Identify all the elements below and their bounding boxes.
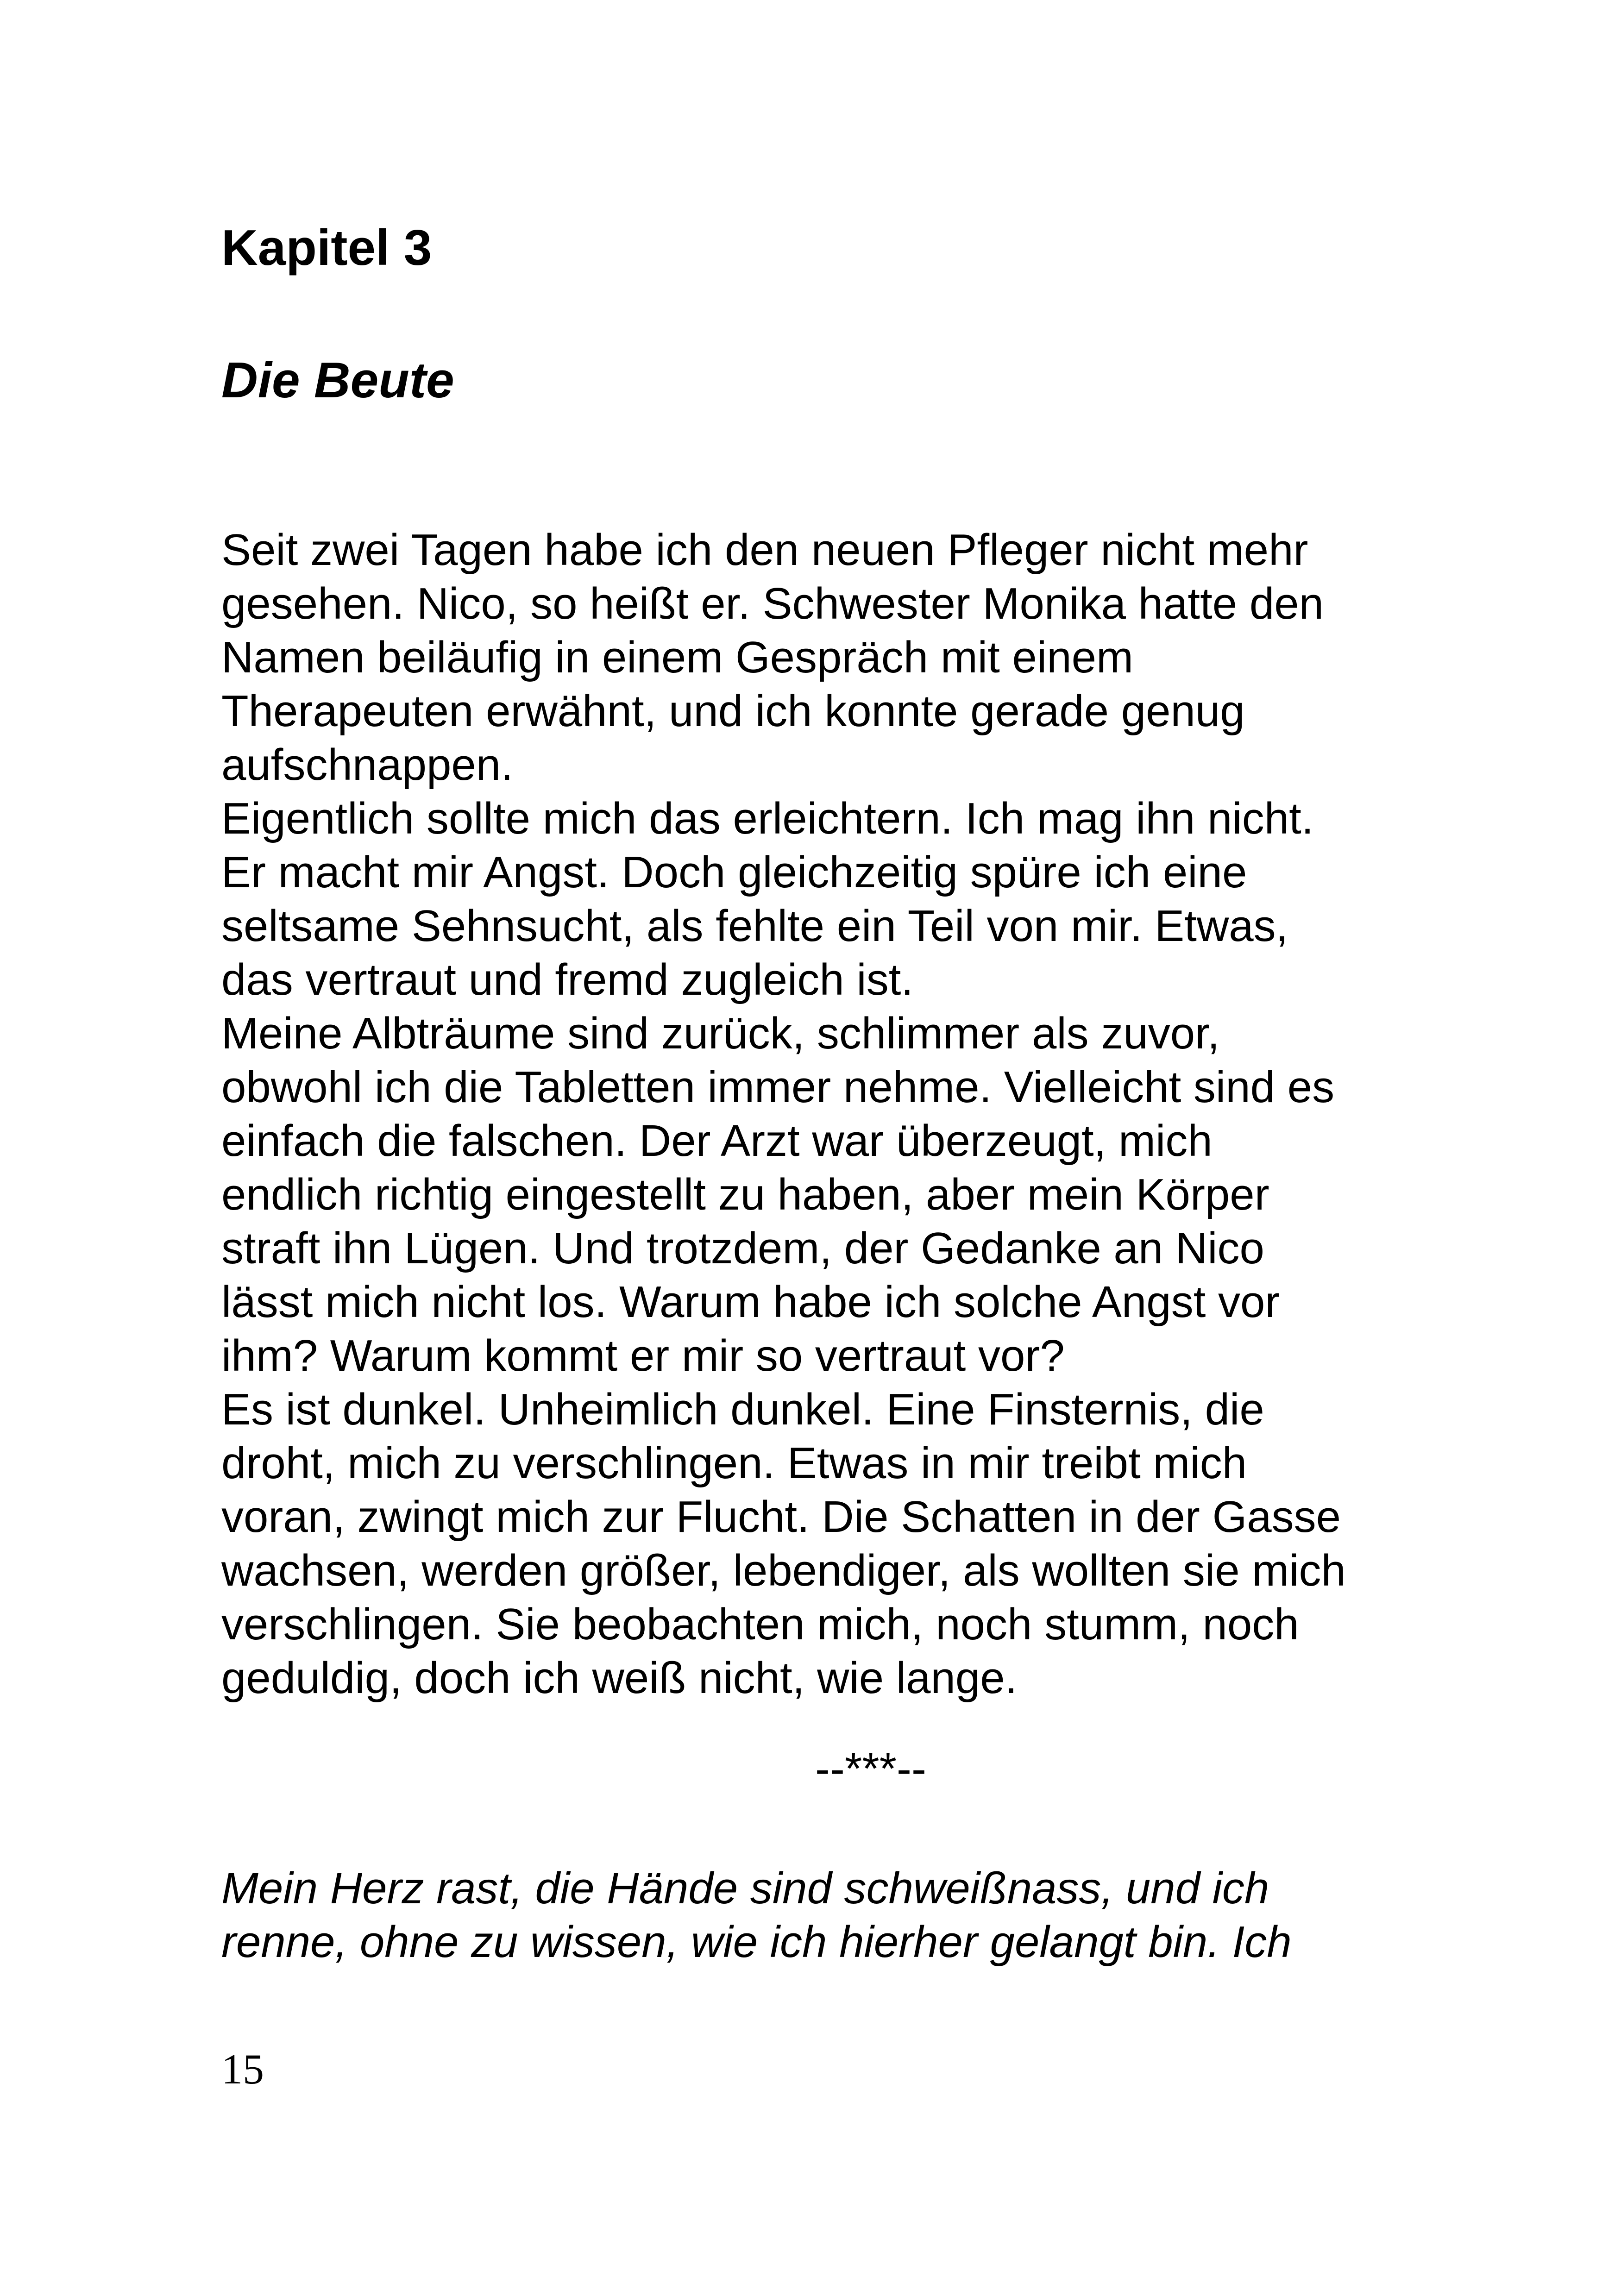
chapter-title: Kapitel 3 — [221, 220, 432, 276]
body-line: gesehen. Nico, so heißt er. Schwester Monika hatte den — [221, 579, 1324, 628]
body-line: droht, mich zu verschlingen. Etwas in mir treibt mich — [221, 1438, 1247, 1488]
body-line: Seit zwei Tagen habe ich den neuen Pfleger nicht mehr — [221, 525, 1308, 575]
body-line: lässt mich nicht los. Warum habe ich solche Angst vor — [221, 1277, 1280, 1327]
body-line: endlich richtig eingestellt zu haben, aber mein Körper — [221, 1170, 1269, 1219]
body-line: straft ihn Lügen. Und trotzdem, der Gedanke an Nico — [221, 1223, 1264, 1273]
scene-separator: --***-- — [815, 1744, 926, 1794]
body-line: Eigentlich sollte mich das erleichtern. Ich mag ihn nicht. — [221, 794, 1314, 843]
body-line: Es ist dunkel. Unheimlich dunkel. Eine Finsternis, die — [221, 1385, 1264, 1434]
body-line: Meine Albträume sind zurück, schlimmer als zuvor, — [221, 1009, 1220, 1058]
body-line: verschlingen. Sie beobachten mich, noch stumm, noch — [221, 1600, 1299, 1649]
body-line: Er macht mir Angst. Doch gleichzeitig spüre ich eine — [221, 847, 1247, 897]
body-line: wachsen, werden größer, lebendiger, als wollten sie mich — [221, 1546, 1346, 1595]
italic-line: Mein Herz rast, die Hände sind schweißnass, und ich — [221, 1863, 1269, 1913]
body-line: das vertraut und fremd zugleich ist. — [221, 955, 914, 1004]
page-number: 15 — [221, 2045, 264, 2093]
body-line: voran, zwingt mich zur Flucht. Die Schatten in der Gasse — [221, 1492, 1341, 1542]
italic-text — [221, 1862, 1426, 1969]
body-line: einfach die falschen. Der Arzt war überzeugt, mich — [221, 1116, 1213, 1166]
body-line: seltsame Sehnsucht, als fehlte ein Teil von mir. Etwas, — [221, 901, 1288, 951]
body-line: aufschnappen. — [221, 740, 513, 790]
body-text — [221, 523, 1426, 1705]
body-line: ihm? Warum kommt er mir so vertraut vor? — [221, 1331, 1065, 1380]
body-line: geduldig, doch ich weiß nicht, wie lange. — [221, 1653, 1018, 1703]
body-line: obwohl ich die Tabletten immer nehme. Vielleicht sind es — [221, 1062, 1335, 1112]
body-line: Therapeuten erwähnt, und ich konnte gerade genug — [221, 686, 1245, 736]
italic-line: renne, ohne zu wissen, wie ich hierher gelangt bin. Ich — [221, 1917, 1292, 1967]
chapter-subtitle: Die Beute — [221, 352, 454, 408]
body-line: Namen beiläufig in einem Gespräch mit einem — [221, 633, 1133, 682]
